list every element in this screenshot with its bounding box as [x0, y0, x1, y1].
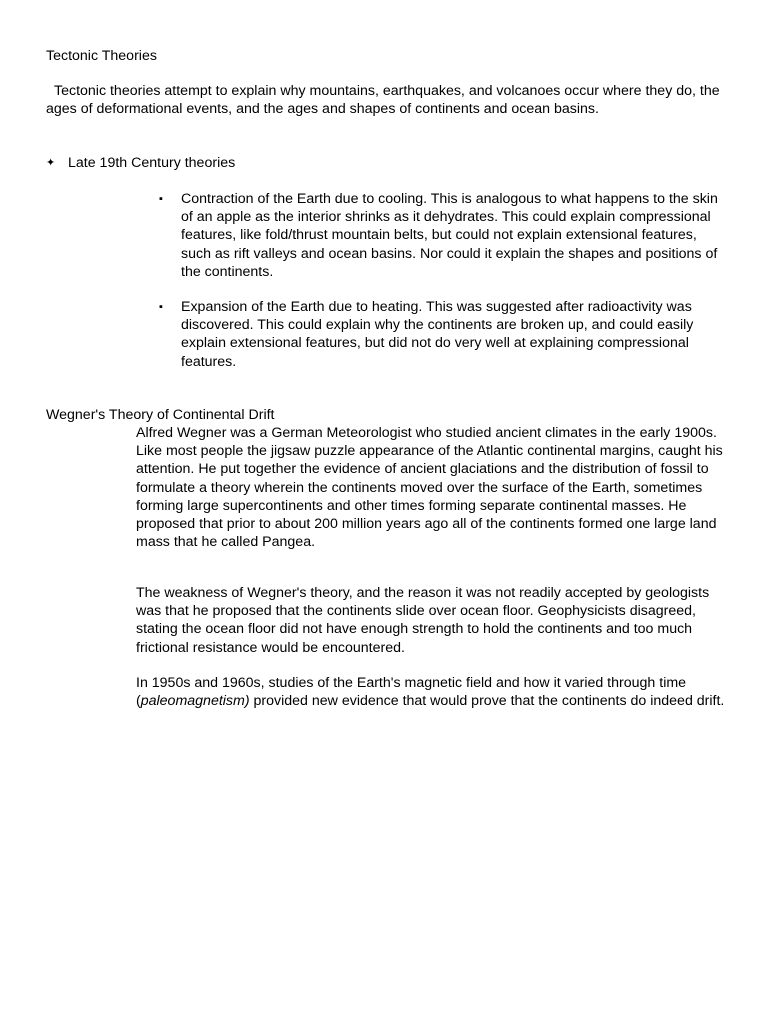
section-heading: Late 19th Century theories	[68, 155, 236, 171]
wegner-paragraph-2: The weakness of Wegner's theory, and the reason it was not readily accepted by geologists was that he proposed that the continents slide over ocean floor. Geophysicists disagreed, stating the ocean floor did not have enough strength to hold the continents and too much frictional resistance would be encountered.	[136, 585, 710, 656]
square-bullet-icon: ▪	[159, 193, 163, 205]
list-item-contraction	[159, 190, 726, 281]
wegner-paragraph-3	[136, 674, 728, 710]
document-title: Tectonic Theories	[46, 48, 157, 64]
square-bullet-icon: ▪	[159, 301, 163, 313]
section-wegner-heading: Wegner's Theory of Continental Drift	[46, 407, 275, 423]
list-item-expansion	[159, 298, 726, 371]
paragraph-text: provided new evidence that would prove that the continents do indeed drift.	[249, 693, 725, 710]
wegner-paragraph-1: Alfred Wegner was a German Meteorologist who studied ancient climates in the early 1900s. Like most people the jigsaw puzzle appearance of the Atlantic continental margins, caught his attention. He put together the evidence of ancient glaciations and the distribution of fossil to formulate a theory wherein the continents moved over the surface of the Earth, sometimes forming large supercontinents and other times forming separate continental masses. He proposed that prior to about 200 million years ago all of the continents formed one large land mass that he called Pangea.	[136, 425, 723, 551]
intro-paragraph: Tectonic theories attempt to explain why mountains, earthquakes, and volcanoes occur where they do, the ages of deformational events, and the ages and shapes of continents and ocean basins.	[46, 83, 720, 118]
list-item-text: Contraction of the Earth due to cooling. This is analogous to what happens to the skin of an apple as the interior shrinks as it dehydrates. This could explain compressional features, like fold/thrust mountain belts, but could not explain extensional features, such as rift valleys and ocean basins. Nor could it explain the shapes and positions of the continents.	[181, 191, 718, 280]
paleomagnetism-term: paleomagnetism)	[140, 693, 250, 710]
paragraph-text: In 1950s and 1960s, studies of the Earth's magnetic field and how it varied through time (	[136, 675, 687, 710]
star-bullet-icon: ✦	[46, 157, 56, 169]
list-item-text: Expansion of the Earth due to heating. This was suggested after radioactivity was discovered. This could explain why the continents are broken up, and could easily explain extensional features, but did not do very well at explaining compressional features.	[181, 299, 694, 370]
